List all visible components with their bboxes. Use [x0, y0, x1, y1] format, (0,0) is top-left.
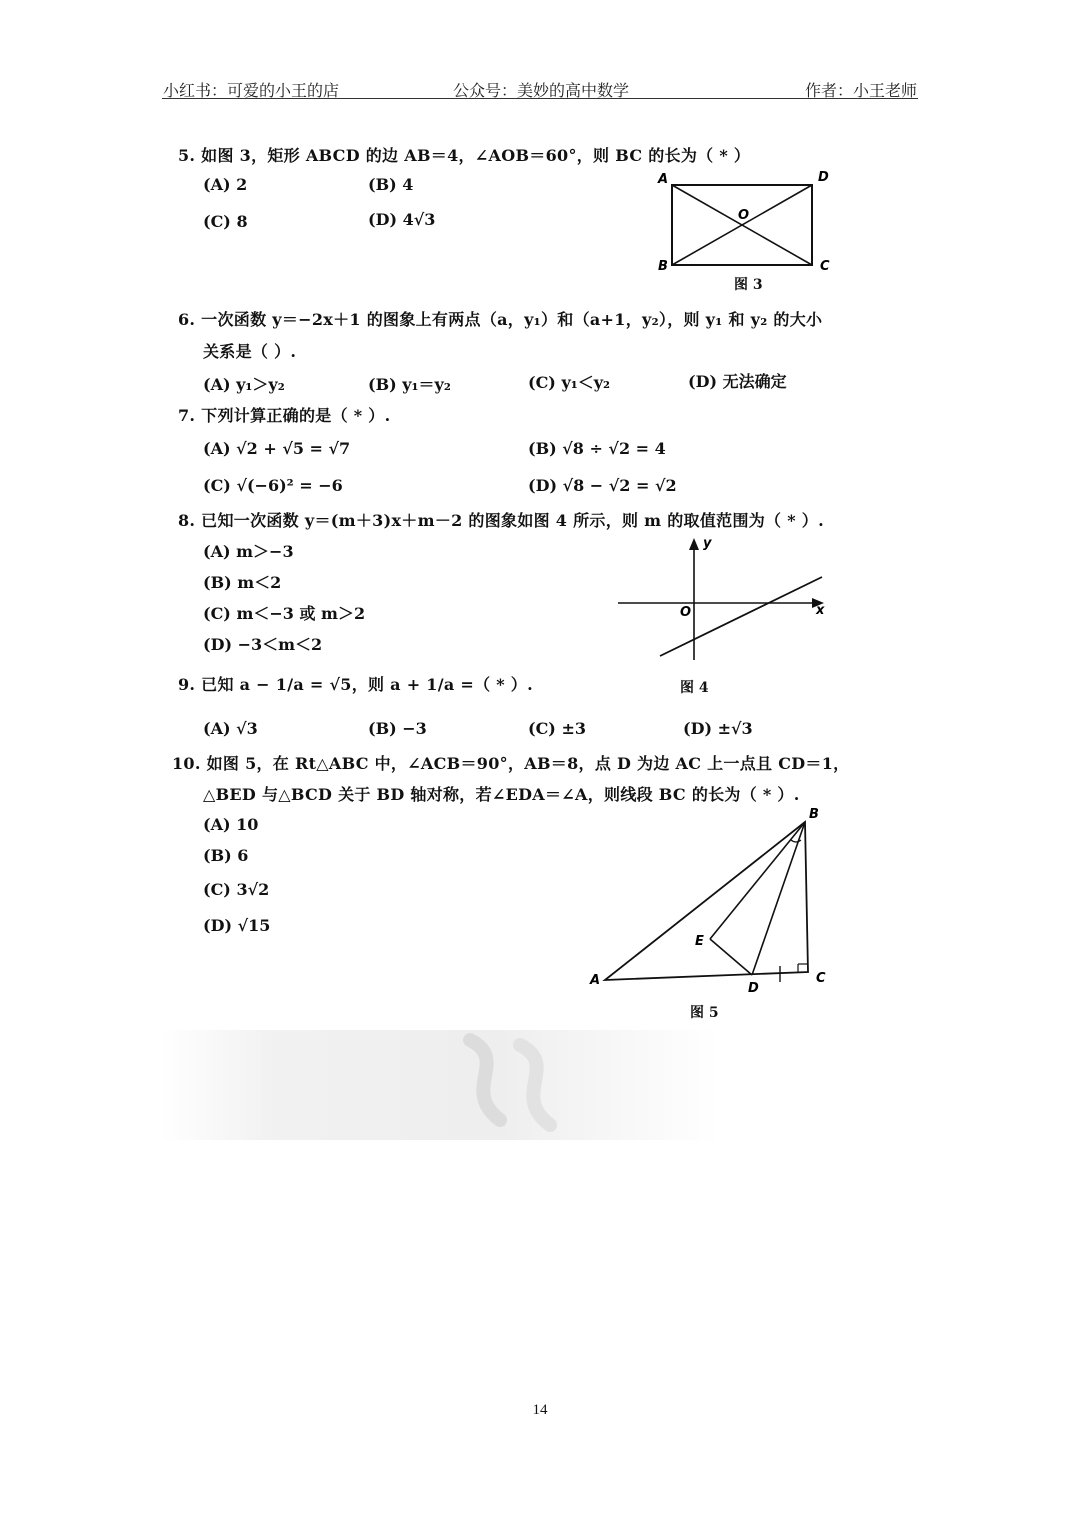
q9-option-c: (C) ±3: [528, 719, 586, 738]
q10-option-c: (C) 3√2: [203, 880, 270, 899]
fig5-label-b: B: [809, 807, 819, 822]
figure-5-triangle: [585, 800, 835, 995]
header-right: 作者：小王老师: [805, 83, 918, 100]
q6-stem-line-2: 关系是（ ）.: [203, 342, 297, 361]
page-number: 14: [532, 1402, 548, 1418]
fig4-label-x: x: [816, 603, 825, 618]
q9-stem: 9. 已知 a − 1/a = √5，则 a + 1/a =（ * ）.: [178, 675, 533, 694]
q7-option-a: (A) √2 + √5 = √7: [203, 439, 351, 458]
scan-smear: [160, 1030, 720, 1140]
q7-option-d: (D) √8 − √2 = √2: [528, 476, 677, 495]
fig4-label-y: y: [703, 536, 712, 551]
figure-4-graph: [612, 532, 832, 664]
fig3-label-a: A: [658, 172, 669, 187]
q9-option-d: (D) ±√3: [683, 719, 753, 738]
q7-option-c: (C) √(−6)² = −6: [203, 476, 343, 495]
y-axis-arrow-icon: [689, 538, 699, 550]
segment-be: [710, 822, 805, 939]
q5-stem: 5. 如图 3，矩形 ABCD 的边 AB＝4，∠AOB＝60°，则 BC 的长为（ * ）: [178, 146, 751, 165]
header-left: 小红书：可爱的小王的店: [163, 83, 340, 100]
q10-option-b: (B) 6: [203, 846, 249, 865]
fig5-label-c: C: [816, 971, 826, 986]
q10-option-a: (A) 10: [203, 815, 259, 834]
fig3-label-o: O: [738, 208, 750, 223]
q8-stem: 8. 已知一次函数 y＝(m＋3)x＋m－2 的图象如图 4 所示，则 m 的取值范围为（ * ）.: [178, 511, 824, 530]
q6-option-a: (A) y₁＞y₂: [203, 375, 285, 394]
fig3-label-d: D: [818, 170, 829, 185]
q9-option-a: (A) √3: [203, 719, 258, 738]
q5-option-c: (C) 8: [203, 212, 248, 231]
q5-option-d: (D) 4√3: [368, 210, 436, 229]
fig4-label-o: O: [680, 605, 692, 620]
q6-option-d: (D) 无法确定: [688, 372, 787, 391]
segment-bd: [752, 822, 805, 975]
q8-option-d: (D) −3＜m＜2: [203, 635, 323, 654]
q7-option-b: (B) √8 ÷ √2 = 4: [528, 439, 666, 458]
q10-stem-line-1: 10. 如图 5，在 Rt△ABC 中，∠ACB＝90°，AB＝8，点 D 为边 AC 上一点且 CD＝1，: [172, 754, 850, 773]
q7-stem: 7. 下列计算正确的是（ * ）.: [178, 406, 391, 425]
q8-option-a: (A) m＞−3: [203, 542, 294, 561]
figure-5-caption: 图 5: [690, 1005, 719, 1021]
q6-stem-line-1: 6. 一次函数 y＝−2x＋1 的图象上有两点（a，y₁）和（a+1，y₂），则 y₁ 和 y₂ 的大小: [178, 310, 823, 329]
q8-option-b: (B) m＜2: [203, 573, 282, 592]
fig3-label-c: C: [820, 259, 830, 274]
figure-4-caption: 图 4: [680, 680, 709, 696]
q10-stem-line-2: △BED 与△BCD 关于 BD 轴对称，若∠EDA＝∠A，则线段 BC 的长为（ * ）.: [203, 785, 800, 804]
fig5-label-d: D: [748, 981, 759, 995]
fig3-label-b: B: [658, 259, 668, 274]
header-rule: [162, 98, 918, 99]
segment-ed: [710, 939, 752, 975]
q9-option-b: (B) −3: [368, 719, 427, 738]
q6-option-b: (B) y₁＝y₂: [368, 375, 451, 394]
q6-option-c: (C) y₁＜y₂: [528, 373, 611, 392]
q10-option-d: (D) √15: [203, 916, 271, 935]
watermark-swirl: [450, 1030, 600, 1142]
header-center: 公众号：美妙的高中数学: [453, 83, 630, 100]
q5-option-a: (A) 2: [203, 175, 248, 194]
figure-3-caption: 图 3: [734, 277, 763, 293]
fig5-label-e: E: [695, 934, 704, 949]
q5-option-b: (B) 4: [368, 175, 414, 194]
q8-option-c: (C) m＜−3 或 m＞2: [203, 604, 366, 623]
fig5-label-a: A: [590, 973, 601, 988]
